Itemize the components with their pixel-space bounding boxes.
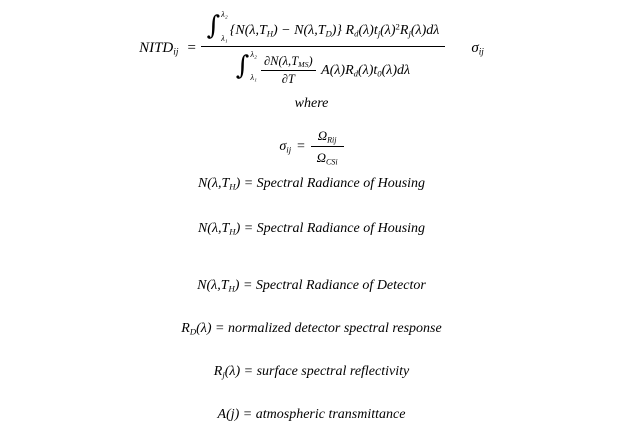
- sigma-subscript: ij: [286, 144, 292, 155]
- partial-numerator: [261, 54, 316, 70]
- den-lambda1: (λ): [358, 62, 374, 78]
- num-lambda2: (λ): [380, 23, 396, 39]
- sigma-symbol: σ: [471, 39, 479, 56]
- num-lambda1: (λ): [358, 23, 374, 39]
- integral-upper-limit: λ₂: [250, 48, 257, 59]
- den-t0-sub: 0: [377, 68, 382, 79]
- num-TD-sub: D: [325, 28, 332, 39]
- sigma-symbol: σ: [279, 139, 287, 155]
- sigma-equation-lhs: [279, 139, 296, 155]
- definition-subscript: H: [228, 283, 235, 294]
- den-Rd-sub: d: [353, 68, 359, 79]
- omega-denominator-subscript: CSi: [325, 157, 338, 167]
- integral-lower-limit: λ₁: [250, 72, 257, 83]
- num-power: 2: [395, 21, 400, 32]
- main-equation-trailing-sigma: [445, 40, 484, 58]
- num-TH: T: [258, 23, 267, 39]
- sigma-subscript: ij: [478, 47, 484, 58]
- definition-symbol: N(λ,T: [197, 278, 229, 293]
- definition-line: [0, 176, 623, 192]
- num-t-sub: j: [377, 28, 381, 39]
- definition-subscript: H: [229, 181, 236, 192]
- definition-line: [0, 407, 623, 423]
- definition-symbol: N(λ,T: [197, 176, 230, 191]
- num-Rd-sub: d: [354, 28, 359, 39]
- den-A: A(λ): [321, 62, 346, 78]
- main-denominator: [230, 47, 416, 87]
- sigma-denominator: [311, 147, 344, 166]
- integral-sign-icon: ∫: [206, 11, 221, 42]
- num-t: t: [373, 23, 378, 39]
- definition-line: [0, 221, 623, 237]
- where-label: where: [294, 96, 329, 111]
- definition-symbol: R: [213, 364, 223, 379]
- num-open-brace: {: [229, 23, 236, 39]
- definition-text: ) = Spectral Radiance of Detector: [234, 278, 426, 293]
- definition-text: ) = Spectral Radiance of Housing: [235, 176, 426, 191]
- main-equation: [0, 10, 623, 87]
- definition-text: (λ) = surface spectral reflectivity: [224, 364, 410, 379]
- num-Rj: R: [399, 23, 409, 39]
- partial-derivative-fraction: [261, 54, 316, 87]
- denominator-integral-icon: [236, 50, 259, 84]
- omega-symbol: Ω: [317, 128, 328, 143]
- integral-limits: [250, 50, 257, 84]
- definition-text: ) = Spectral Radiance of Housing: [235, 221, 426, 236]
- definition-subscript: H: [229, 226, 236, 237]
- num-N1: N(λ,: [235, 23, 259, 39]
- main-equals-sign: =: [186, 39, 197, 56]
- sigma-equals-sign: =: [296, 139, 306, 155]
- definition-text: ) = atmospheric transmittance: [234, 407, 406, 422]
- den-t0: t: [373, 62, 378, 78]
- integral-lower-limit: λ₁: [221, 32, 228, 43]
- definition-list: [0, 176, 623, 423]
- den-Rd: R: [345, 62, 354, 78]
- main-fraction: [201, 10, 446, 87]
- definition-subscript: D: [189, 326, 197, 337]
- omega-numerator-subscript: Rij: [327, 135, 337, 145]
- numerator-integral-icon: [207, 10, 230, 44]
- definition-subscript: j: [222, 369, 225, 380]
- partial-denominator: ∂T: [281, 71, 295, 86]
- pnum-T-sub: MS: [298, 59, 309, 69]
- pnum-T: T: [291, 53, 299, 68]
- pnum-b: ): [308, 53, 313, 68]
- num-N2: N(λ,: [294, 23, 318, 39]
- integral-upper-limit: λ₂: [221, 9, 228, 19]
- den-lambda2: (λ)dλ: [381, 62, 411, 78]
- num-lambda3: (λ)dλ: [410, 23, 440, 39]
- definition-line: [0, 321, 623, 337]
- num-Rd: R: [345, 23, 355, 39]
- pnum-a: ∂N(λ,: [263, 53, 292, 68]
- definition-line: [0, 364, 623, 380]
- num-Rj-sub: j: [408, 28, 411, 39]
- integral-limits: [221, 10, 228, 44]
- num-minus: ) −: [273, 23, 291, 39]
- omega-symbol: Ω: [316, 150, 326, 166]
- definition-text: (λ) = normalized detector spectral response: [196, 321, 442, 336]
- num-TD: T: [317, 23, 326, 39]
- definition-symbol: R: [181, 321, 190, 336]
- main-equation-lhs: [139, 40, 182, 58]
- integral-sign-icon: ∫: [235, 50, 250, 81]
- main-numerator: [201, 10, 446, 46]
- sigma-equation: [0, 128, 623, 167]
- num-close-brace: )}: [331, 23, 343, 39]
- sigma-fraction: [311, 128, 344, 167]
- nitd-subscript: ij: [173, 47, 179, 58]
- nitd-label: NITD: [139, 39, 174, 56]
- definition-line: [0, 278, 623, 294]
- definition-symbol: A(j: [217, 407, 235, 422]
- definition-symbol: N(λ,T: [197, 221, 230, 236]
- sigma-numerator: [312, 128, 343, 146]
- num-TH-sub: H: [266, 28, 274, 39]
